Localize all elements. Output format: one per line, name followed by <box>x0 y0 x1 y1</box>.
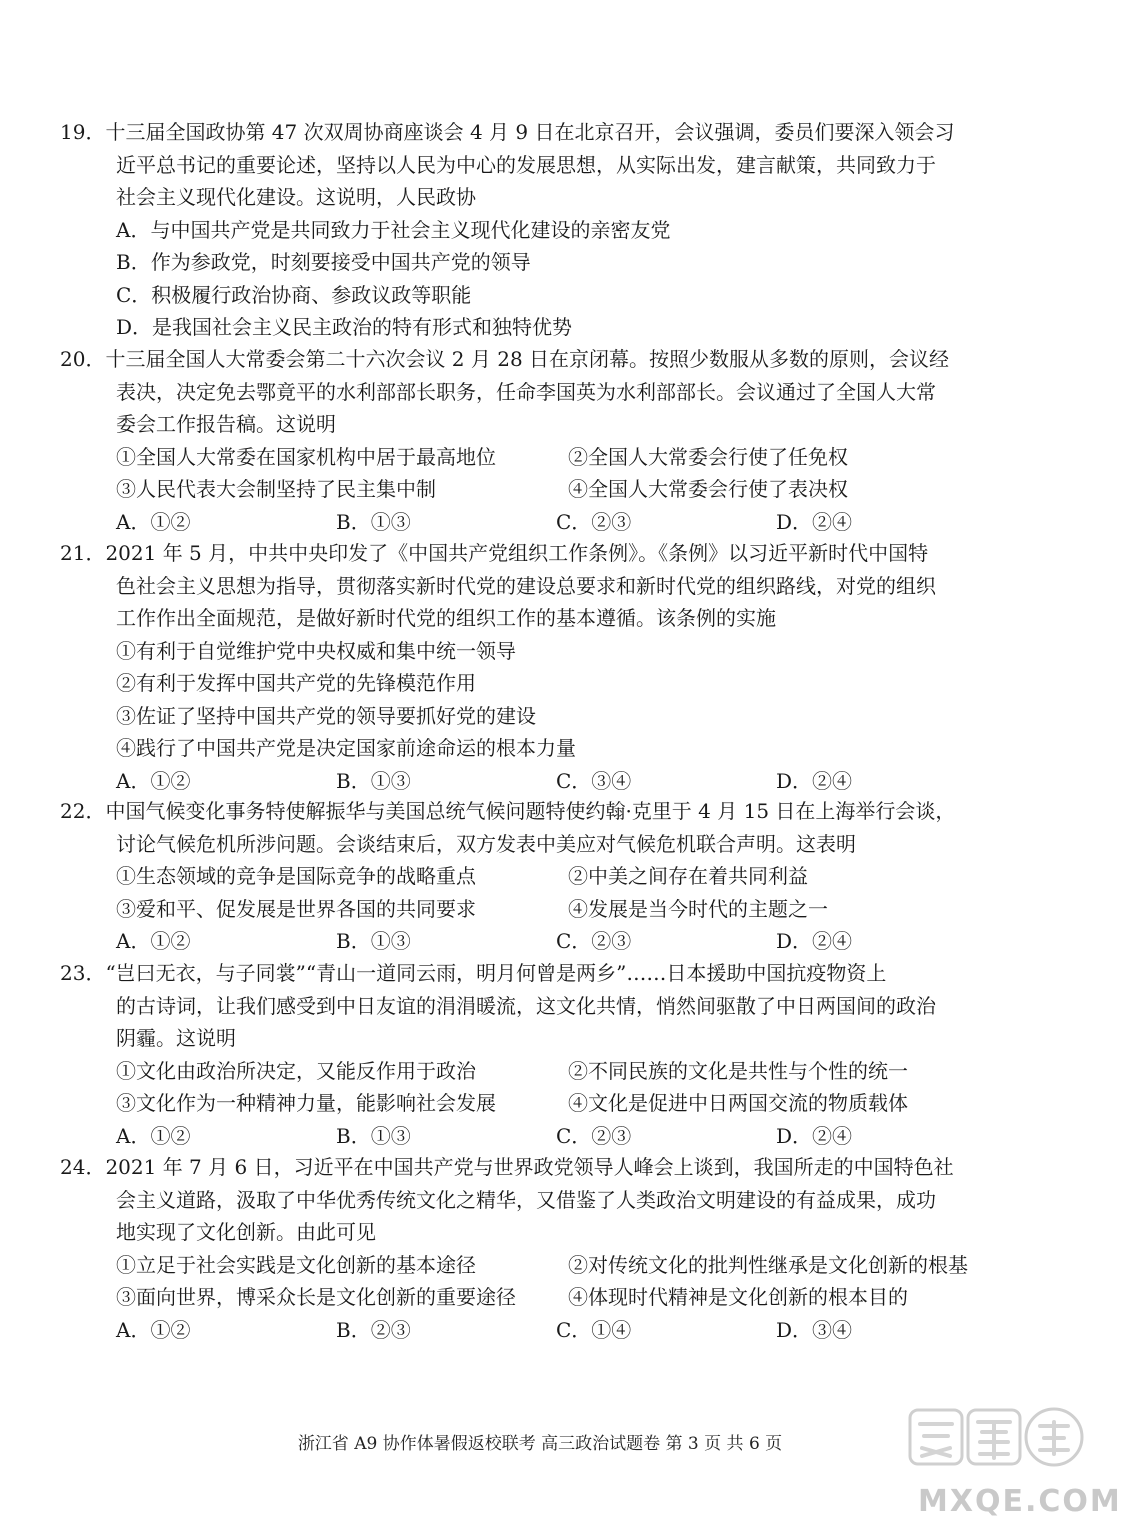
choice-row <box>60 1314 1020 1347</box>
statement-item: ①生态领域的竞争是国际竞争的战略重点 <box>116 864 476 888</box>
choice-a: A．①② <box>116 1123 191 1148</box>
question-23 <box>60 957 1020 1152</box>
choice-row <box>60 1120 1020 1153</box>
statement-row <box>60 1281 1020 1314</box>
choice-c: C．②③ <box>556 509 632 534</box>
question-stem-line: 阴霾。这说明 <box>116 1026 236 1050</box>
statement-item: ①立足于社会实践是文化创新的基本途径 <box>116 1252 476 1277</box>
choice-row <box>60 765 1020 798</box>
question-stem-line: 工作作出全面规范，是做好新时代党的组织工作的基本遵循。该条例的实施 <box>116 606 776 630</box>
question-20 <box>60 343 1020 538</box>
question-stem-line: 23．“岂曰无衣，与子同裳”“青山一道同云雨，明月何曾是两乡”……日本援助中国抗疫物资上 <box>60 961 887 985</box>
question-stem-line: 19．十三届全国政协第 47 次双周协商座谈会 4 月 9 日在北京召开，会议强调，委员们要深入领会习 <box>60 120 955 144</box>
statement-item: ③人民代表大会制坚持了民主集中制 <box>116 477 436 501</box>
choice-a: A．①② <box>116 929 191 953</box>
statement-item: ②对传统文化的批判性继承是文化创新的根基 <box>568 1252 968 1277</box>
statement-row <box>60 1249 1020 1282</box>
statement-item: ③佐证了坚持中国共产党的领导要抓好党的建设 <box>116 703 536 728</box>
choice-c: C．②③ <box>556 929 632 953</box>
question-stem-line: 色社会主义思想为指导，贯彻落实新时代党的建设总要求和新时代党的组织路线，对党的组织 <box>116 573 936 598</box>
statement-item: ③文化作为一种精神力量，能影响社会发展 <box>116 1091 496 1115</box>
choice-d: D．②④ <box>776 768 853 793</box>
statement-row <box>60 1087 1020 1120</box>
statement-item: ①有利于自觉维护党中央权威和集中统一领导 <box>116 638 516 663</box>
choice-b: B．①③ <box>336 929 411 953</box>
question-21 <box>60 537 1020 797</box>
question-stem-line: 社会主义现代化建设。这说明，人民政协 <box>116 185 476 209</box>
choice-b: B．①③ <box>336 509 411 534</box>
statement-item: ③面向世界，博采众长是文化创新的重要途径 <box>116 1285 516 1309</box>
choice-a: A．①② <box>116 768 191 793</box>
statement-row <box>60 441 1020 474</box>
statement-item: ④体现时代精神是文化创新的根本目的 <box>568 1285 908 1309</box>
statement-item: ④全国人大常委会行使了表决权 <box>568 477 848 501</box>
choice-c: C．①④ <box>556 1317 632 1342</box>
statement-item: ④文化是促进中日两国交流的物质载体 <box>568 1091 908 1115</box>
choice-d: D．②④ <box>776 1123 853 1148</box>
choice-row <box>60 925 1020 958</box>
statement-item: ④发展是当今时代的主题之一 <box>568 896 828 921</box>
statement-row <box>60 473 1020 506</box>
statement-row <box>60 860 1020 893</box>
question-stem-line: 表决，决定免去鄂竟平的水利部部长职务，任命李国英为水利部部长。会议通过了全国人大常 <box>116 379 936 404</box>
question-22 <box>60 795 1020 958</box>
choice-b: B．①③ <box>336 768 411 793</box>
choice-row <box>60 506 1020 539</box>
statement-item: ①全国人大常委在国家机构中居于最高地位 <box>116 444 496 469</box>
question-stem-line: 委会工作报告稿。这说明 <box>116 412 336 436</box>
question-stem-line: 地实现了文化创新。由此可见 <box>116 1220 376 1244</box>
statement-item: ③爱和平、促发展是世界各国的共同要求 <box>116 896 476 921</box>
choice-d: D．②④ <box>776 509 853 534</box>
statement-item: ②全国人大常委会行使了任免权 <box>568 444 848 469</box>
choice-d: D．②④ <box>776 929 853 953</box>
statement-item: ②中美之间存在着共同利益 <box>568 864 808 888</box>
question-stem-line: 20．十三届全国人大常委会第二十六次会议 2 月 28 日在京闭幕。按照少数服从多数的原则，会议经 <box>60 347 950 371</box>
statement-row <box>60 893 1020 926</box>
option-b: B．作为参政党，时刻要接受中国共产党的领导 <box>116 250 531 274</box>
question-stem-line: 的古诗词，让我们感受到中日友谊的涓涓暖流，这文化共情，悄然间驱散了中日两国间的政治 <box>116 993 936 1018</box>
statement-item: ②不同民族的文化是共性与个性的统一 <box>568 1058 908 1083</box>
question-stem-line: 21．2021 年 5 月，中共中央印发了《中国共产党组织工作条例》。《条例》以习近平新时代中国特 <box>60 541 929 565</box>
option-d: D．是我国社会主义民主政治的特有形式和独特优势 <box>116 315 573 339</box>
question-stem-line: 24．2021 年 7 月 6 日，习近平在中国共产党与世界政党领导人峰会上谈到，我国所走的中国特色社 <box>60 1155 954 1179</box>
choice-d: D．③④ <box>776 1317 853 1342</box>
watermark-site-text: MXQE.COM <box>918 1484 1122 1519</box>
choice-c: C．③④ <box>556 768 632 793</box>
question-stem-line: 22．中国气候变化事务特使解振华与美国总统气候问题特使约翰·克里于 4 月 15 日在上海举行会谈， <box>60 799 956 823</box>
choice-c: C．②③ <box>556 1123 632 1148</box>
choice-a: A．①② <box>116 1317 191 1342</box>
question-stem-line: 近平总书记的重要论述，坚持以人民为中心的发展思想，从实际出发，建言献策，共同致力于 <box>116 152 936 177</box>
choice-b: B．②③ <box>336 1317 411 1342</box>
question-stem-line: 会主义道路，汲取了中华优秀传统文化之精华，又借鉴了人类政治文明建设的有益成果，成功 <box>116 1187 936 1212</box>
page-footer: 浙江省 A9 协作体暑假返校联考 高三政治试题卷 第 3 页 共 6 页 <box>297 1434 783 1454</box>
statement-item: ②有利于发挥中国共产党的先锋模范作用 <box>116 671 476 695</box>
statement-row <box>60 1055 1020 1088</box>
question-19 <box>60 116 1020 344</box>
option-a: A．与中国共产党是共同致力于社会主义现代化建设的亲密友党 <box>116 217 671 242</box>
option-c: C．积极履行政治协商、参政议政等职能 <box>116 282 472 307</box>
statement-item: ①文化由政治所决定，又能反作用于政治 <box>116 1058 476 1083</box>
choice-b: B．①③ <box>336 1123 411 1148</box>
watermark-seal-icon <box>900 1398 1090 1476</box>
question-24 <box>60 1151 1020 1346</box>
question-stem-line: 讨论气候危机所涉问题。会谈结束后，双方发表中美应对气候危机联合声明。这表明 <box>116 831 856 856</box>
choice-a: A．①② <box>116 509 191 534</box>
statement-item: ④践行了中国共产党是决定国家前途命运的根本力量 <box>116 736 576 760</box>
